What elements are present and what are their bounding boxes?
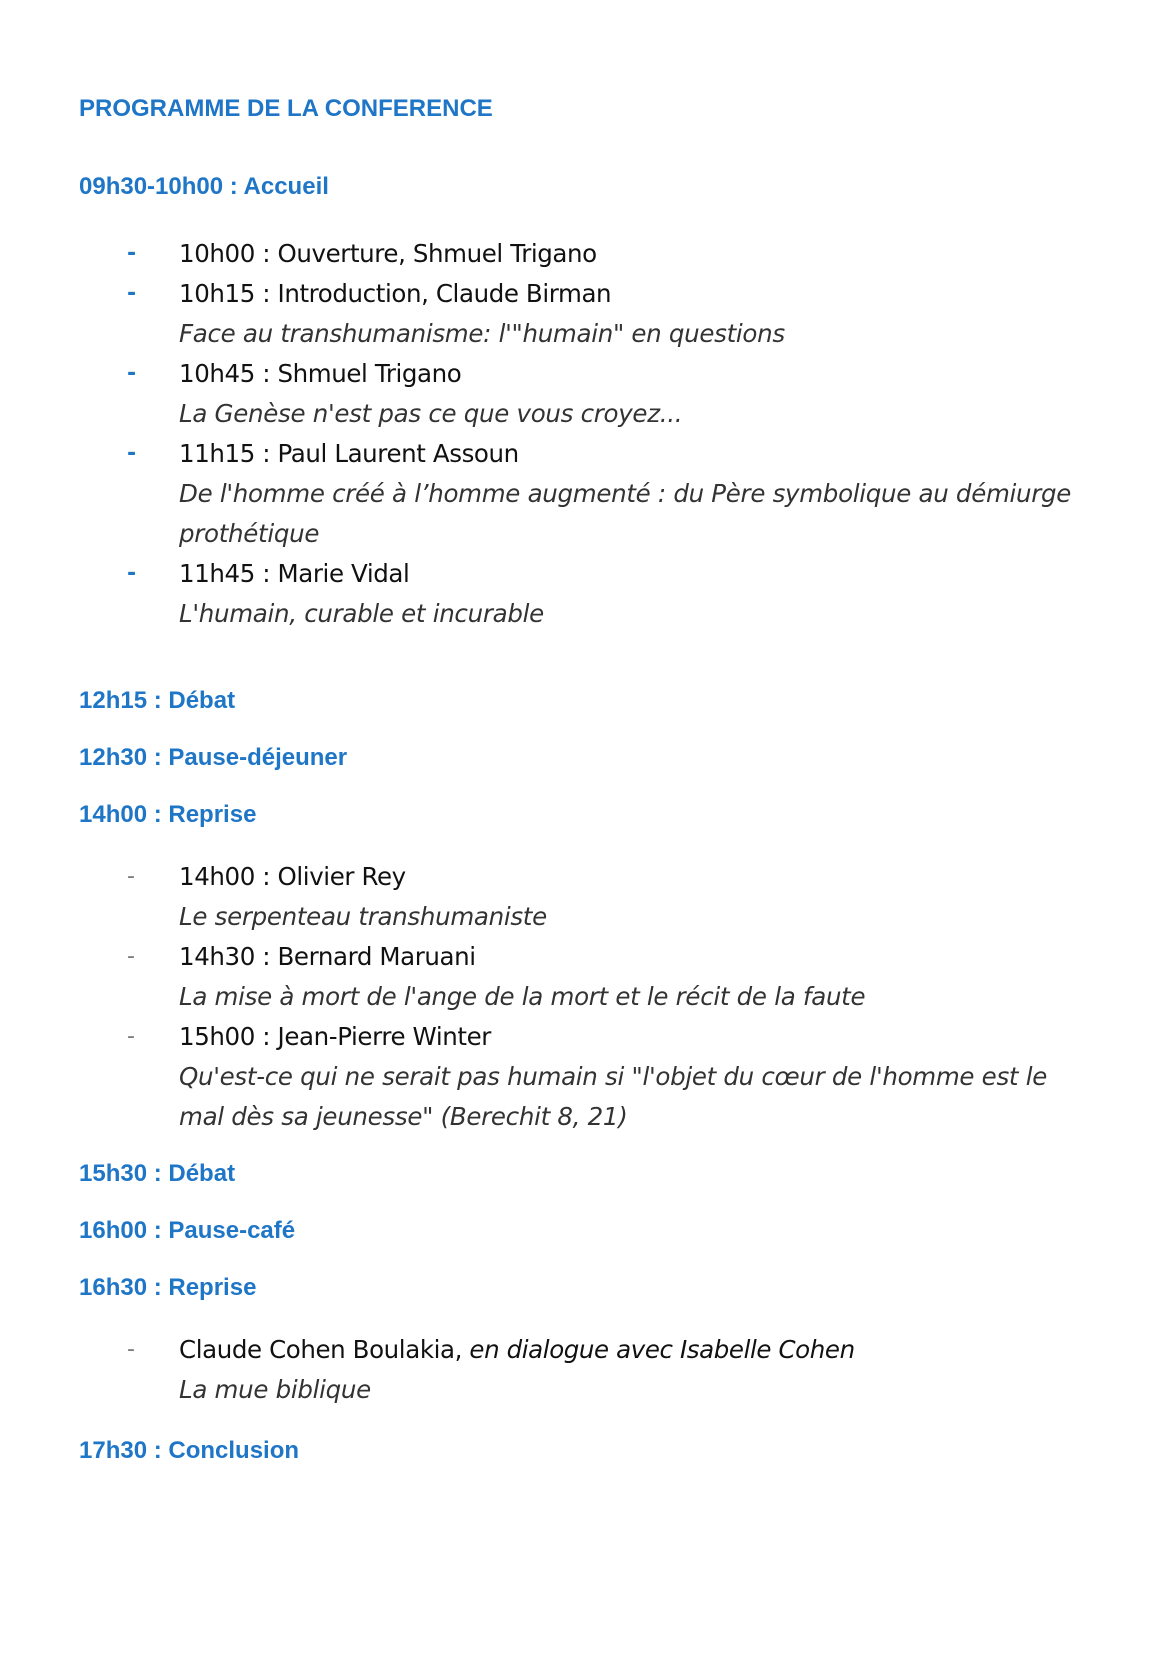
item-subtitle: De l'homme créé à l’homme augmenté : du Père symbolique au démiurge — [179, 479, 1072, 508]
item-subtitle: L'humain, curable et incurable — [179, 599, 544, 628]
item-subtitle: prothétique — [179, 519, 320, 548]
section-pause-dejeuner: 12h30 : Pause-déjeuner — [79, 744, 348, 771]
item-line: 15h00 : Jean-Pierre Winter — [179, 1022, 491, 1051]
bullet-dash: - — [127, 441, 137, 466]
section-reprise: 16h30 : Reprise — [79, 1274, 257, 1301]
item-line: 10h00 : Ouverture, Shmuel Trigano — [179, 239, 597, 268]
bullet-dash: - — [127, 1024, 135, 1049]
speaker-name: Claude Cohen Boulakia, — [179, 1335, 470, 1364]
item-line: 14h00 : Olivier Rey — [179, 862, 406, 891]
section-accueil: 09h30-10h00 : Accueil — [79, 173, 329, 200]
bullet-dash: - — [127, 1337, 135, 1362]
item-subtitle: Le serpenteau transhumaniste — [179, 902, 547, 931]
section-pause-cafe: 16h00 : Pause-café — [79, 1217, 296, 1244]
bullet-dash: - — [127, 241, 137, 266]
item-subtitle: La mue biblique — [179, 1375, 371, 1404]
item-line: 10h15 : Introduction, Claude Birman — [179, 279, 612, 308]
section-reprise: 14h00 : Reprise — [79, 801, 257, 828]
speaker-role: en dialogue avec Isabelle Cohen — [469, 1335, 855, 1364]
bullet-dash: - — [127, 864, 135, 889]
item-subtitle: Face au transhumanisme: l'"humain" en questions — [179, 319, 785, 348]
bullet-dash: - — [127, 361, 137, 386]
item-line: 10h45 : Shmuel Trigano — [179, 359, 462, 388]
section-conclusion: 17h30 : Conclusion — [79, 1437, 300, 1464]
section-debat: 12h15 : Débat — [79, 687, 236, 714]
item-subtitle: La mise à mort de l'ange de la mort et le récit de la faute — [179, 982, 866, 1011]
bullet-dash: - — [127, 561, 137, 586]
item-subtitle: mal dès sa jeunesse" (Berechit 8, 21) — [179, 1102, 628, 1131]
item-line: 14h30 : Bernard Maruani — [179, 942, 476, 971]
item-line: 11h45 : Marie Vidal — [179, 559, 410, 588]
item-line: 11h15 : Paul Laurent Assoun — [179, 439, 519, 468]
bullet-dash: - — [127, 281, 137, 306]
document-title: PROGRAMME DE LA CONFERENCE — [79, 95, 493, 122]
section-debat: 15h30 : Débat — [79, 1160, 236, 1187]
item-subtitle: Qu'est-ce qui ne serait pas humain si "l'objet du cœur de l'homme est le — [179, 1062, 1047, 1091]
bullet-dash: - — [127, 944, 135, 969]
item-line — [179, 1330, 855, 1370]
item-subtitle: La Genèse n'est pas ce que vous croyez... — [179, 399, 683, 428]
